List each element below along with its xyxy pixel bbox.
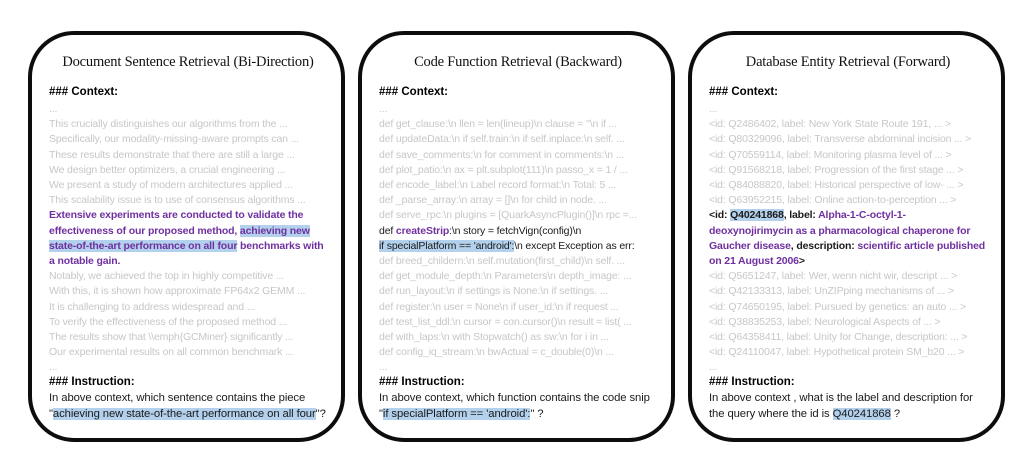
context-line: <id: Q38835253, label: Neurological Aspects of ... > — [709, 315, 941, 328]
context-line: def breed_childern:\n self.mutation(first_child)\n self. ... — [379, 255, 626, 268]
context-line: def register:\n user = None\n if user_id:\n if request ... — [379, 300, 619, 313]
context-line: def encode_label:\n Label record format:\n Total: 5 ... — [379, 179, 617, 192]
context-line: ... — [709, 361, 718, 374]
panel-title: Database Entity Retrieval (Forward) — [745, 54, 951, 70]
instruction-lines — [709, 390, 988, 422]
context-line: ... — [379, 103, 388, 115]
context-line: def updateData:\n if self.train:\n if self.inplace:\n self. ... — [379, 133, 625, 146]
context-line: It is challenging to address widespread and ... — [49, 300, 255, 313]
panel-database-entity-retrieval — [688, 31, 1005, 442]
panel-code-function-retrieval — [358, 31, 675, 442]
panel-title: Code Function Retrieval (Backward) — [414, 54, 622, 70]
context-lines — [379, 102, 657, 376]
context-line: def config_iq_stream:\n bwActual = c_double(0)\n ... — [379, 346, 614, 359]
context-line: We design better optimizers, a crucial engineering ... — [49, 163, 286, 176]
context-line: def get_clause:\n llen = len(lineup)\n clause = ''\n if ... — [379, 118, 617, 131]
context-line: <id: Q91568218, label: Progression of the first stage ... > — [709, 163, 964, 176]
instruction-lines — [49, 390, 328, 422]
instruction-text: In above context , what is the label and description for the query where the id is Q40241868 ? — [709, 392, 973, 420]
context-line: <id: Q80329096, label: Transverse abdominal incision ... > — [709, 133, 972, 146]
target-function: def createStrip:\n story = fetchVign(config)\n — [379, 224, 582, 237]
context-line: To verify the effectiveness of the proposed method ... — [49, 315, 288, 328]
context-line: def _parse_array:\n array = []\n for child in node. ... — [379, 194, 607, 207]
instruction-block — [379, 376, 658, 422]
instruction-label: ### Instruction: — [379, 376, 465, 388]
context-line: This crucially distinguishes our algorithms from the ... — [49, 118, 288, 131]
context-line: We present a study of modern architectures applied ... — [49, 179, 293, 192]
context-line: def test_list_ddl:\n cursor = con.cursor()\n result = list( ... — [379, 315, 632, 328]
context-line: With this, it is shown how approximate FP64x2 GEMM ... — [49, 285, 306, 298]
instruction-block — [709, 376, 988, 422]
context-line: def with_laps:\n with Stopwatch() as sw:\n for i in ... — [379, 331, 609, 344]
context-line: ... — [709, 103, 718, 115]
context-label: ### Context: — [379, 86, 449, 98]
context-line: <id: Q2486402, label: New York State Route 191, ... > — [709, 118, 951, 131]
instruction-label: ### Instruction: — [709, 376, 795, 388]
context-line: ... — [49, 103, 58, 115]
instruction-text: In above context, which sentence contains the piece "achieving new state-of-the-art performance on all four"? — [49, 392, 326, 420]
context-line: <id: Q70559114, label: Monitoring plasma level of ... > — [709, 148, 952, 161]
instruction-label: ### Instruction: — [49, 376, 135, 388]
instruction-lines — [379, 390, 658, 422]
context-line: <id: Q5651247, label: Wer, wenn nicht wir, descript ... > — [709, 270, 958, 283]
query-snippet: if specialPlatform == 'android':\n except Exception as err: — [379, 239, 635, 252]
context-line: def run_layout:\n if settings is None:\n if settings. ... — [379, 285, 608, 298]
context-line: <id: Q64358411, label: Unity for Change, description: ... > — [709, 331, 968, 344]
context-line: These results demonstrate that there are still a large ... — [49, 148, 295, 161]
context-lines — [709, 102, 987, 376]
target-sentence: Extensive experiments are conducted to validate the effectiveness of our proposed method, achieving new state-of-the-art performance on all four benchmarks with a notable gain. — [49, 209, 324, 268]
context-line: def save_comments:\n for comment in comments:\n ... — [379, 148, 625, 161]
target-entity: <id: Q40241868, label: Alpha-1-C-octyl-1-deoxynojirimycin as a pharmacological chaperone for Gaucher disease, description: scientific article published on 21 August 2006> — [709, 209, 986, 268]
context-line: <id: Q24110047, label: Hypothetical protein SM_b20 ... > — [709, 346, 965, 359]
context-line: def get_module_depth:\n Parameters\n depth_image: ... — [379, 270, 632, 283]
context-line: This scalability issue is to use of consensus algorithms ... — [49, 194, 306, 207]
context-line: <id: Q63952215, label: Online action-to-perception ... > — [709, 194, 957, 207]
context-line: <id: Q84088820, label: Historical perspective of low- ... > — [709, 179, 964, 192]
instruction-block — [49, 376, 328, 422]
context-line: <id: Q74650195, label: Pursued by genetics: an auto ... > — [709, 300, 967, 313]
context-label: ### Context: — [49, 86, 119, 98]
context-line: ... — [49, 361, 58, 374]
context-lines — [49, 102, 327, 376]
context-line: def serve_rpc:\n plugins = [QuarkAsyncPlugin()]\n rpc =... — [379, 209, 638, 222]
instruction-text: In above context, which function contains the code snip "if specialPlatform == 'android':" ? — [379, 392, 650, 420]
context-line: The results show that \\emph{GCMiner} significantly ... — [49, 331, 294, 344]
panel-title: Document Sentence Retrieval (Bi-Direction) — [62, 54, 314, 70]
context-label: ### Context: — [709, 86, 779, 98]
context-line: Our experimental results on all common benchmark ... — [49, 346, 294, 359]
context-line: Notably, we achieved the top in highly competitive ... — [49, 270, 285, 283]
context-line: Specifically, our modality-missing-aware prompts can ... — [49, 133, 299, 146]
panel-document-sentence-retrieval — [28, 31, 345, 442]
context-line: <id: Q42133313, label: UnZIPping mechanisms of ... > — [709, 285, 954, 298]
context-line: def plot_patio:\n ax = plt.subplot(111)\n passo_x = 1 / ... — [379, 163, 628, 176]
context-line: ... — [379, 361, 388, 374]
